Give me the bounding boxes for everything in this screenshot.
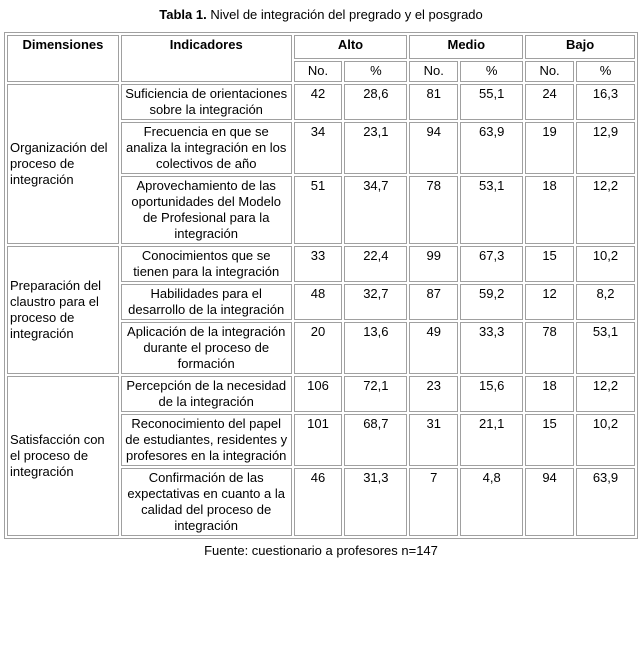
header-indicadores: Indicadores (121, 35, 292, 82)
table-row (7, 84, 635, 120)
header-medio-no: No. (409, 61, 458, 82)
percent-cell: 12,2 (576, 376, 635, 412)
count-cell: 15 (525, 414, 574, 466)
count-cell: 23 (409, 376, 458, 412)
percent-cell: 16,3 (576, 84, 635, 120)
percent-cell: 8,2 (576, 284, 635, 320)
indicator-cell: Percepción de la necesidad de la integración (121, 376, 292, 412)
percent-cell: 34,7 (344, 176, 407, 244)
indicator-cell: Aplicación de la integración durante el proceso de formación (121, 322, 292, 374)
header-alto-pct: % (344, 61, 407, 82)
count-cell: 94 (525, 468, 574, 536)
indicator-cell: Reconocimiento del papel de estudiantes, residentes y profesores en la integración (121, 414, 292, 466)
percent-cell: 33,3 (460, 322, 523, 374)
percent-cell: 53,1 (576, 322, 635, 374)
header-alto: Alto (294, 35, 408, 59)
table-title-label: Tabla 1. (159, 7, 207, 22)
table-row (7, 246, 635, 282)
count-cell: 48 (294, 284, 343, 320)
percent-cell: 22,4 (344, 246, 407, 282)
header-bajo-pct: % (576, 61, 635, 82)
count-cell: 15 (525, 246, 574, 282)
table-header (7, 35, 635, 82)
percent-cell: 31,3 (344, 468, 407, 536)
indicator-cell: Suficiencia de orientaciones sobre la integración (121, 84, 292, 120)
percent-cell: 28,6 (344, 84, 407, 120)
count-cell: 78 (409, 176, 458, 244)
percent-cell: 63,9 (460, 122, 523, 174)
percent-cell: 63,9 (576, 468, 635, 536)
indicator-cell: Conocimientos que se tienen para la integración (121, 246, 292, 282)
percent-cell: 32,7 (344, 284, 407, 320)
percent-cell: 10,2 (576, 246, 635, 282)
count-cell: 101 (294, 414, 343, 466)
table-title-text: Nivel de integración del pregrado y el posgrado (210, 7, 483, 22)
table-body (7, 84, 635, 536)
count-cell: 87 (409, 284, 458, 320)
percent-cell: 10,2 (576, 414, 635, 466)
count-cell: 18 (525, 176, 574, 244)
percent-cell: 15,6 (460, 376, 523, 412)
percent-cell: 59,2 (460, 284, 523, 320)
count-cell: 42 (294, 84, 343, 120)
percent-cell: 12,2 (576, 176, 635, 244)
count-cell: 51 (294, 176, 343, 244)
header-dimensiones: Dimensiones (7, 35, 119, 82)
dimension-cell: Preparación del claustro para el proceso de integración (7, 246, 119, 374)
data-table (4, 32, 638, 539)
count-cell: 7 (409, 468, 458, 536)
percent-cell: 55,1 (460, 84, 523, 120)
percent-cell: 23,1 (344, 122, 407, 174)
header-medio-pct: % (460, 61, 523, 82)
count-cell: 33 (294, 246, 343, 282)
indicator-cell: Aprovechamiento de las oportunidades del Modelo de Profesional para la integración (121, 176, 292, 244)
count-cell: 49 (409, 322, 458, 374)
count-cell: 78 (525, 322, 574, 374)
count-cell: 19 (525, 122, 574, 174)
table-row (7, 376, 635, 412)
count-cell: 31 (409, 414, 458, 466)
percent-cell: 12,9 (576, 122, 635, 174)
percent-cell: 68,7 (344, 414, 407, 466)
count-cell: 81 (409, 84, 458, 120)
count-cell: 99 (409, 246, 458, 282)
indicator-cell: Frecuencia en que se analiza la integración en los colectivos de año (121, 122, 292, 174)
header-row-levels (7, 35, 635, 59)
table-source: Fuente: cuestionario a profesores n=147 (204, 543, 438, 558)
count-cell: 20 (294, 322, 343, 374)
header-alto-no: No. (294, 61, 343, 82)
header-bajo-no: No. (525, 61, 574, 82)
count-cell: 34 (294, 122, 343, 174)
percent-cell: 13,6 (344, 322, 407, 374)
count-cell: 18 (525, 376, 574, 412)
indicator-cell: Confirmación de las expectativas en cuanto a la calidad del proceso de integración (121, 468, 292, 536)
percent-cell: 67,3 (460, 246, 523, 282)
percent-cell: 21,1 (460, 414, 523, 466)
count-cell: 106 (294, 376, 343, 412)
percent-cell: 4,8 (460, 468, 523, 536)
dimension-cell: Organización del proceso de integración (7, 84, 119, 244)
table-title (0, 0, 642, 23)
header-medio: Medio (409, 35, 523, 59)
percent-cell: 53,1 (460, 176, 523, 244)
count-cell: 24 (525, 84, 574, 120)
count-cell: 12 (525, 284, 574, 320)
count-cell: 46 (294, 468, 343, 536)
dimension-cell: Satisfacción con el proceso de integración (7, 376, 119, 536)
count-cell: 94 (409, 122, 458, 174)
indicator-cell: Habilidades para el desarrollo de la integración (121, 284, 292, 320)
header-bajo: Bajo (525, 35, 635, 59)
percent-cell: 72,1 (344, 376, 407, 412)
